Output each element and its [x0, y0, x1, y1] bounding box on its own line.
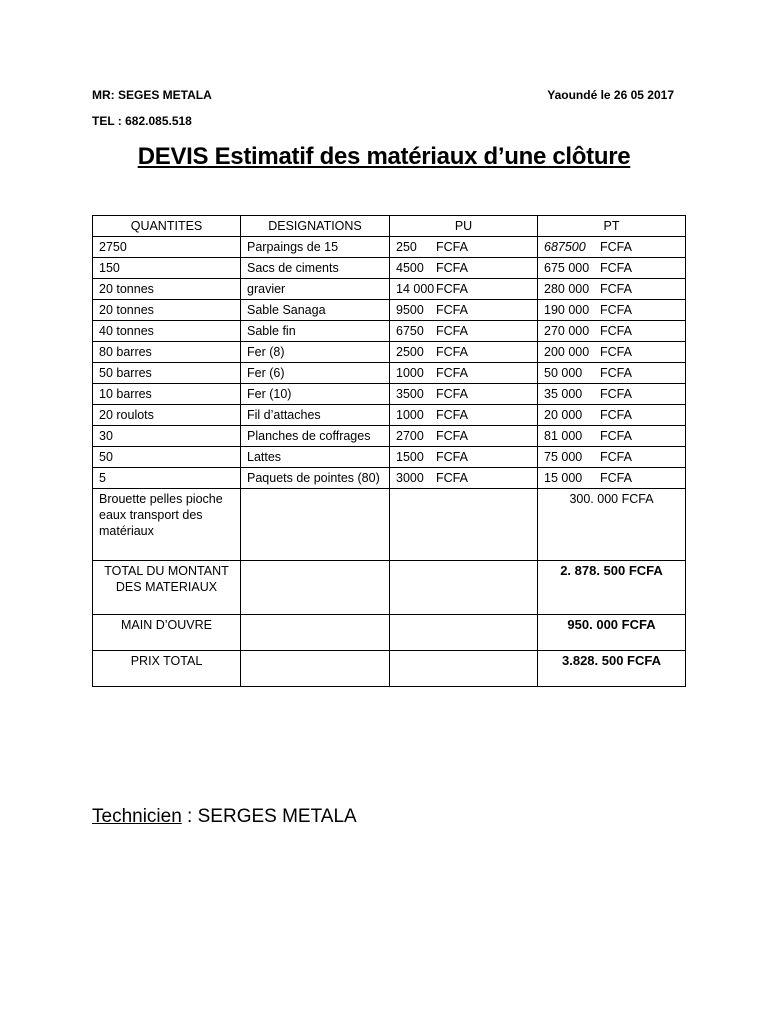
unit-price-currency: FCFA	[436, 429, 468, 443]
cell-unit-price	[390, 300, 538, 321]
empty-cell	[390, 489, 538, 561]
unit-price-value: 9500	[396, 303, 424, 317]
cell-quantity: 10 barres	[93, 384, 241, 405]
total-price-currency: FCFA	[600, 408, 632, 422]
unit-price-currency: FCFA	[436, 345, 468, 359]
cell-designation: Fer (10)	[241, 384, 390, 405]
total-price-currency: FCFA	[600, 429, 632, 443]
cell-quantity: 40 tonnes	[93, 321, 241, 342]
cell-quantity: 150	[93, 258, 241, 279]
cell-designation: Paquets de pointes (80)	[241, 468, 390, 489]
cell-quantity: 20 roulots	[93, 405, 241, 426]
cell-quantity: 50	[93, 447, 241, 468]
empty-cell	[390, 615, 538, 651]
cell-total-price	[538, 405, 686, 426]
cell-unit-price	[390, 237, 538, 258]
cell-designation: Sacs de ciments	[241, 258, 390, 279]
technicien-line	[92, 806, 357, 828]
table-row	[93, 405, 686, 426]
unit-price-value: 1000	[396, 408, 424, 422]
table-row	[93, 447, 686, 468]
table-row	[93, 342, 686, 363]
unit-price-currency: FCFA	[436, 282, 468, 296]
unit-price-value: 1000	[396, 366, 424, 380]
unit-price-currency: FCFA	[436, 324, 468, 338]
total-price-value: 50 000	[544, 366, 583, 380]
technicien-separator: :	[181, 806, 198, 827]
unit-price-currency: FCFA	[436, 366, 468, 380]
empty-cell	[241, 489, 390, 561]
technicien-name: SERGES METALA	[197, 806, 357, 827]
cell-total-price	[538, 258, 686, 279]
prix-total-row	[93, 651, 686, 687]
cell-designation: gravier	[241, 279, 390, 300]
unit-price-currency: FCFA	[436, 471, 468, 485]
unit-price-currency: FCFA	[436, 261, 468, 275]
cell-total-price	[538, 426, 686, 447]
header-quantites: QUANTITES	[93, 216, 241, 237]
unit-price-value: 3000	[396, 471, 424, 485]
total-materiaux-row	[93, 561, 686, 615]
table-row	[93, 468, 686, 489]
total-price-currency: FCFA	[600, 303, 632, 317]
unit-price-value: 250	[396, 240, 417, 254]
cell-total-price	[538, 237, 686, 258]
main-oeuvre-row-label: MAIN D’OUVRE	[93, 615, 241, 651]
total-price-value: 280 000	[544, 282, 590, 296]
total-price-currency: FCFA	[600, 282, 632, 296]
cell-unit-price	[390, 342, 538, 363]
document-title: DEVIS Estimatif des matériaux d’une clôture	[137, 143, 631, 170]
cell-total-price	[538, 363, 686, 384]
cell-quantity: 2750	[93, 237, 241, 258]
table-row	[93, 237, 686, 258]
unit-price-currency: FCFA	[436, 450, 468, 464]
unit-price-value: 6750	[396, 324, 424, 338]
cell-designation: Sable Sanaga	[241, 300, 390, 321]
cell-designation: Parpaings de 15	[241, 237, 390, 258]
client-phone: TEL : 682.085.518	[92, 114, 192, 128]
table-header-row	[93, 216, 686, 237]
cell-quantity: 5	[93, 468, 241, 489]
total-price-currency: FCFA	[600, 471, 632, 485]
table-row	[93, 258, 686, 279]
cell-designation: Sable fin	[241, 321, 390, 342]
client-name: MR: SEGES METALA	[92, 88, 212, 102]
cell-unit-price	[390, 468, 538, 489]
total-price-value: 675 000	[544, 261, 590, 275]
unit-price-currency: FCFA	[436, 303, 468, 317]
table-row	[93, 321, 686, 342]
cell-quantity: 20 tonnes	[93, 300, 241, 321]
total-price-value: 35 000	[544, 387, 583, 401]
misc-row	[93, 489, 686, 561]
technicien-label: Technicien	[92, 806, 182, 827]
cell-designation: Planches de coffrages	[241, 426, 390, 447]
main-oeuvre-row	[93, 615, 686, 651]
cell-unit-price	[390, 426, 538, 447]
unit-price-currency: FCFA	[436, 387, 468, 401]
header-pt: PT	[538, 216, 686, 237]
cell-designation: Fer (6)	[241, 363, 390, 384]
cell-designation: Fer (8)	[241, 342, 390, 363]
unit-price-value: 14 000	[396, 282, 435, 296]
total-materiaux-row-value: 2. 878. 500 FCFA	[538, 561, 686, 615]
cell-unit-price	[390, 258, 538, 279]
header-pu: PU	[390, 216, 538, 237]
cell-quantity: 50 barres	[93, 363, 241, 384]
total-price-currency: FCFA	[600, 345, 632, 359]
total-price-value: 687500	[544, 240, 586, 254]
unit-price-value: 2500	[396, 345, 424, 359]
total-price-currency: FCFA	[600, 324, 632, 338]
misc-row-value: 300. 000 FCFA	[538, 489, 686, 561]
table-row	[93, 279, 686, 300]
unit-price-currency: FCFA	[436, 240, 468, 254]
cell-total-price	[538, 342, 686, 363]
table-row	[93, 426, 686, 447]
empty-cell	[390, 651, 538, 687]
cell-total-price	[538, 300, 686, 321]
total-price-currency: FCFA	[600, 240, 632, 254]
cell-total-price	[538, 384, 686, 405]
cell-unit-price	[390, 321, 538, 342]
total-price-currency: FCFA	[600, 366, 632, 380]
misc-row-label: Brouette pelles pioche eaux transport des matériaux	[93, 489, 241, 561]
empty-cell	[241, 561, 390, 615]
unit-price-value: 1500	[396, 450, 424, 464]
cell-total-price	[538, 321, 686, 342]
prix-total-row-label: PRIX TOTAL	[93, 651, 241, 687]
cell-unit-price	[390, 279, 538, 300]
total-price-value: 15 000	[544, 471, 583, 485]
table-row	[93, 363, 686, 384]
total-price-currency: FCFA	[600, 450, 632, 464]
table-row	[93, 384, 686, 405]
total-price-currency: FCFA	[600, 387, 632, 401]
cell-unit-price	[390, 384, 538, 405]
cell-unit-price	[390, 405, 538, 426]
place-date: Yaoundé le 26 05 2017	[547, 88, 674, 102]
total-price-value: 20 000	[544, 408, 583, 422]
unit-price-value: 4500	[396, 261, 424, 275]
empty-cell	[241, 651, 390, 687]
unit-price-value: 3500	[396, 387, 424, 401]
cell-designation: Fil d’attaches	[241, 405, 390, 426]
total-price-value: 81 000	[544, 429, 583, 443]
cell-designation: Lattes	[241, 447, 390, 468]
total-price-value: 270 000	[544, 324, 590, 338]
empty-cell	[390, 561, 538, 615]
total-price-value: 190 000	[544, 303, 590, 317]
cell-total-price	[538, 447, 686, 468]
unit-price-value: 2700	[396, 429, 424, 443]
total-price-value: 200 000	[544, 345, 590, 359]
cell-unit-price	[390, 447, 538, 468]
cell-quantity: 20 tonnes	[93, 279, 241, 300]
total-materiaux-row-label: TOTAL DU MONTANT DES MATERIAUX	[93, 561, 241, 615]
total-price-currency: FCFA	[600, 261, 632, 275]
cell-unit-price	[390, 363, 538, 384]
table-row	[93, 300, 686, 321]
header-designations: DESIGNATIONS	[241, 216, 390, 237]
prix-total-row-value: 3.828. 500 FCFA	[538, 651, 686, 687]
main-oeuvre-row-value: 950. 000 FCFA	[538, 615, 686, 651]
total-price-value: 75 000	[544, 450, 583, 464]
empty-cell	[241, 615, 390, 651]
cell-quantity: 80 barres	[93, 342, 241, 363]
quote-table	[92, 215, 686, 687]
unit-price-currency: FCFA	[436, 408, 468, 422]
cell-quantity: 30	[93, 426, 241, 447]
cell-total-price	[538, 468, 686, 489]
cell-total-price	[538, 279, 686, 300]
